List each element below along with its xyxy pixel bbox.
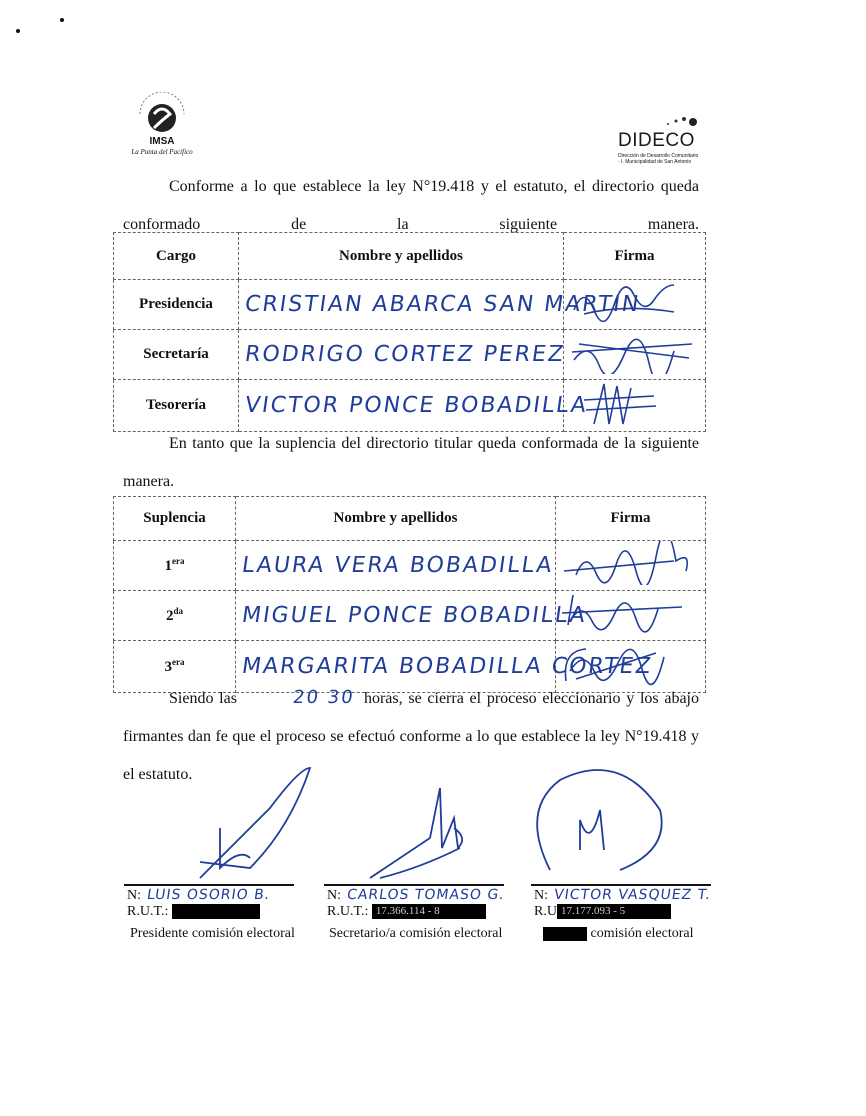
suplencia-table [113, 496, 706, 693]
table-row [114, 330, 706, 380]
rut-line: R.U.T.: [127, 904, 307, 920]
intro-paragraph: Conforme a lo que establece la ley N°19.418 y el estatuto, el directorio queda conformado de la siguiente manera. [123, 178, 699, 233]
ordinal-number: 2 [165, 608, 174, 624]
middle-paragraph: En tanto que la suplencia del directorio titular queda conformada de la siguiente manera. [123, 435, 699, 490]
signature-line [124, 884, 294, 886]
imsa-motto: La Punta del Pacífico [131, 148, 193, 156]
handwritten-time: 20 30 [291, 687, 356, 708]
rut-line: R.U 17.177.093 - 5 [534, 904, 714, 920]
redaction-box: 17.366.114 - 8 [372, 904, 486, 919]
dideco-logo [612, 110, 702, 170]
name-line: N: LUIS OSORIO B. [127, 887, 272, 903]
handwritten-name: LAURA VERA BOBADILLA [240, 553, 556, 578]
table-row [114, 380, 706, 432]
ordinal-number: 3 [164, 659, 172, 675]
redaction-box [172, 904, 260, 919]
imsa-brand: IMSA [149, 136, 175, 147]
header-firma: Firma [564, 233, 706, 280]
ordinal-suffix: era [172, 556, 185, 566]
imsa-emblem-icon [134, 92, 190, 140]
rut-line: R.U.T.: 17.366.114 - 8 [327, 904, 517, 920]
signature-scribble [556, 541, 704, 585]
header-nombre: Nombre y apellidos [236, 497, 556, 541]
handwritten-name: CARLOS TOMASO G. [345, 887, 506, 903]
signature-block-vocal [534, 887, 714, 920]
firma-cell [556, 541, 706, 591]
dideco-subtitle: Dirección de Desarrollo Comunitario · I. Municipalidad de San Antonio [618, 153, 699, 165]
nombre-cell [239, 380, 590, 432]
handwritten-name: LUIS OSORIO B. [145, 887, 272, 903]
ordinal-number: 1 [164, 558, 172, 574]
handwritten-name: RODRIGO CORTEZ PEREZ [243, 342, 567, 367]
signature-line [324, 884, 504, 886]
table-row [114, 591, 706, 641]
redaction-box [543, 927, 587, 941]
speck [60, 18, 64, 22]
header-firma: Firma [556, 497, 706, 541]
closing-after: horas, se cierra el proceso eleccionario y los abajo firmantes dan fe que el proceso se efectuó conforme a lo que establece la ley N°19.418 y el estatuto. [123, 690, 700, 783]
table-header-row [114, 233, 706, 280]
signature-2-scribble [360, 778, 480, 888]
signature-block-secretario [327, 887, 517, 920]
redaction-box: 17.177.093 - 5 [557, 904, 671, 919]
signature-1-scribble [180, 758, 320, 888]
closing-before: Siendo las [169, 690, 237, 707]
table-row [114, 541, 706, 591]
signature-3-scribble [520, 760, 680, 890]
suplencia-cell [114, 591, 236, 641]
ordinal-suffix: era [172, 657, 185, 667]
name-line: N: VICTOR VASQUEZ T. [534, 887, 712, 903]
nombre-cell [236, 541, 556, 591]
handwritten-name: MIGUEL PONCE BOBADILLA [240, 603, 589, 628]
name-line: N: CARLOS TOMASO G. [327, 887, 506, 903]
directorio-table [113, 232, 706, 432]
ordinal-suffix: da [173, 606, 183, 616]
header-cargo: Cargo [114, 233, 239, 280]
cargo-cell: Tesorería [114, 380, 239, 432]
handwritten-name: VICTOR VASQUEZ T. [552, 887, 712, 903]
suplencia-cell [114, 541, 236, 591]
role-vocal: comisión electoral [543, 926, 694, 942]
signature-scribble [564, 330, 704, 374]
speck [16, 29, 20, 33]
table-row [114, 280, 706, 330]
dideco-wordmark: DIDECO [618, 130, 695, 151]
imsa-logo [112, 92, 212, 164]
role-presidente: Presidente comisión electoral [130, 926, 295, 941]
signature-line [531, 884, 711, 886]
nombre-cell [236, 591, 589, 641]
handwritten-name: CRISTIAN ABARCA SAN MARTIN [243, 292, 643, 317]
cargo-cell: Presidencia [114, 280, 239, 330]
nombre-cell [239, 330, 567, 380]
table-header-row [114, 497, 706, 541]
role-secretario: Secretario/a comisión electoral [329, 926, 503, 941]
header-nombre: Nombre y apellidos [239, 233, 564, 280]
signature-block-presidente [127, 887, 307, 920]
dideco-dots-icon [662, 110, 702, 130]
header-suplencia: Suplencia [114, 497, 236, 541]
firma-cell [564, 330, 706, 380]
nombre-cell [239, 280, 643, 330]
handwritten-name: VICTOR PONCE BOBADILLA [243, 393, 590, 418]
cargo-cell: Secretaría [114, 330, 239, 380]
handwritten-name: MARGARITA BOBADILLA CORTEZ [240, 654, 655, 679]
